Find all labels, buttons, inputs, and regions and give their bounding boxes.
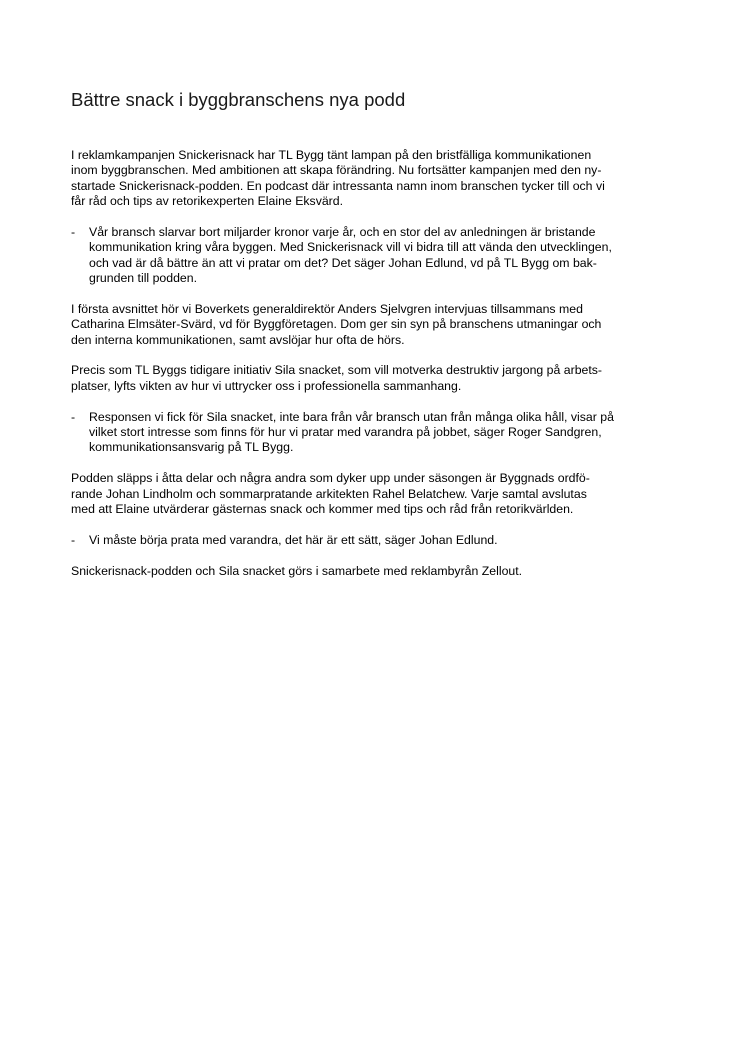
- text-line: Vår bransch slarvar bort miljarder kronor varje år, och en stor del av anledningen är bristande: [89, 224, 596, 239]
- text-line: och vad är då bättre än att vi pratar om det? Det säger Johan Edlund, vd på TL Bygg om bak-: [89, 255, 597, 270]
- text-line: kommunikation kring våra byggen. Med Snickerisnack vill vi bidra till att vända den utvecklingen,: [89, 240, 612, 255]
- text-line: Responsen vi fick för Sila snacket, inte bara från vår bransch utan från många olika håll, visar på: [89, 409, 614, 424]
- text-line: Podden släpps i åtta delar och några andra som dyker upp under säsongen är Byggnads ordfö-: [71, 471, 590, 486]
- text-line: får råd och tips av retorikexperten Elaine Eksvärd.: [71, 194, 344, 209]
- quote-block: [71, 533, 691, 548]
- quote-dash: -: [71, 224, 76, 239]
- quote-dash: -: [71, 532, 76, 547]
- text-line: I reklamkampanjen Snickerisnack har TL Bygg tänt lampan på den bristfälliga kommunikationen: [71, 148, 592, 162]
- article-body: [71, 148, 691, 594]
- text-line: startade Snickerisnack-podden. En podcast där intressanta namn inom branschen tycker till och vi: [71, 178, 605, 193]
- text-line: vilket stort intresse som finns för hur vi pratar med varandra på jobbet, säger Roger Sandgren,: [89, 425, 602, 440]
- paragraph: [71, 363, 691, 394]
- text-line: Vi måste börja prata med varandra, det här är ett sätt, säger Johan Edlund.: [89, 532, 498, 547]
- text-line: grunden till podden.: [89, 271, 198, 286]
- paragraph: [71, 302, 691, 348]
- text-line: inom byggbranschen. Med ambitionen att skapa förändring. Nu fortsätter kampanjen med den ny-: [71, 163, 602, 178]
- quote-block: [71, 225, 691, 287]
- paragraph: [71, 471, 691, 517]
- text-line: I första avsnittet hör vi Boverkets generaldirektör Anders Sjelvgren intervjuas tillsammans med: [71, 301, 583, 316]
- text-line: Catharina Elmsäter-Svärd, vd för Byggföretagen. Dom ger sin syn på branschens utmaningar och: [71, 317, 602, 332]
- text-line: den interna kommunikationen, samt avslöjar hur ofta de hörs.: [71, 332, 405, 347]
- quote-dash: -: [71, 409, 76, 424]
- quote-text: [71, 533, 691, 548]
- text-line: Precis som TL Byggs tidigare initiativ Sila snacket, som vill motverka destruktiv jargong på arbets-: [71, 363, 603, 378]
- quote-text: [71, 410, 691, 456]
- quote-text: [71, 225, 691, 287]
- text-line: rande Johan Lindholm och sommarpratande arkitekten Rahel Belatchew. Varje samtal avslutas: [71, 486, 587, 501]
- text-line: Snickerisnack-podden och Sila snacket görs i samarbete med reklambyrån Zellout.: [71, 563, 523, 578]
- paragraph: [71, 148, 691, 210]
- text-line: platser, lyfts vikten av hur vi uttrycker oss i professionella sammanhang.: [71, 378, 462, 393]
- article-title: Bättre snack i byggbranschens nya podd: [71, 89, 406, 110]
- quote-block: [71, 410, 691, 456]
- text-line: med att Elaine utvärderar gästernas snack och kommer med tips och råd från retorikvärlden.: [71, 501, 574, 516]
- text-line: kommunikationsansvarig på TL Bygg.: [89, 440, 294, 455]
- paragraph: [71, 564, 691, 579]
